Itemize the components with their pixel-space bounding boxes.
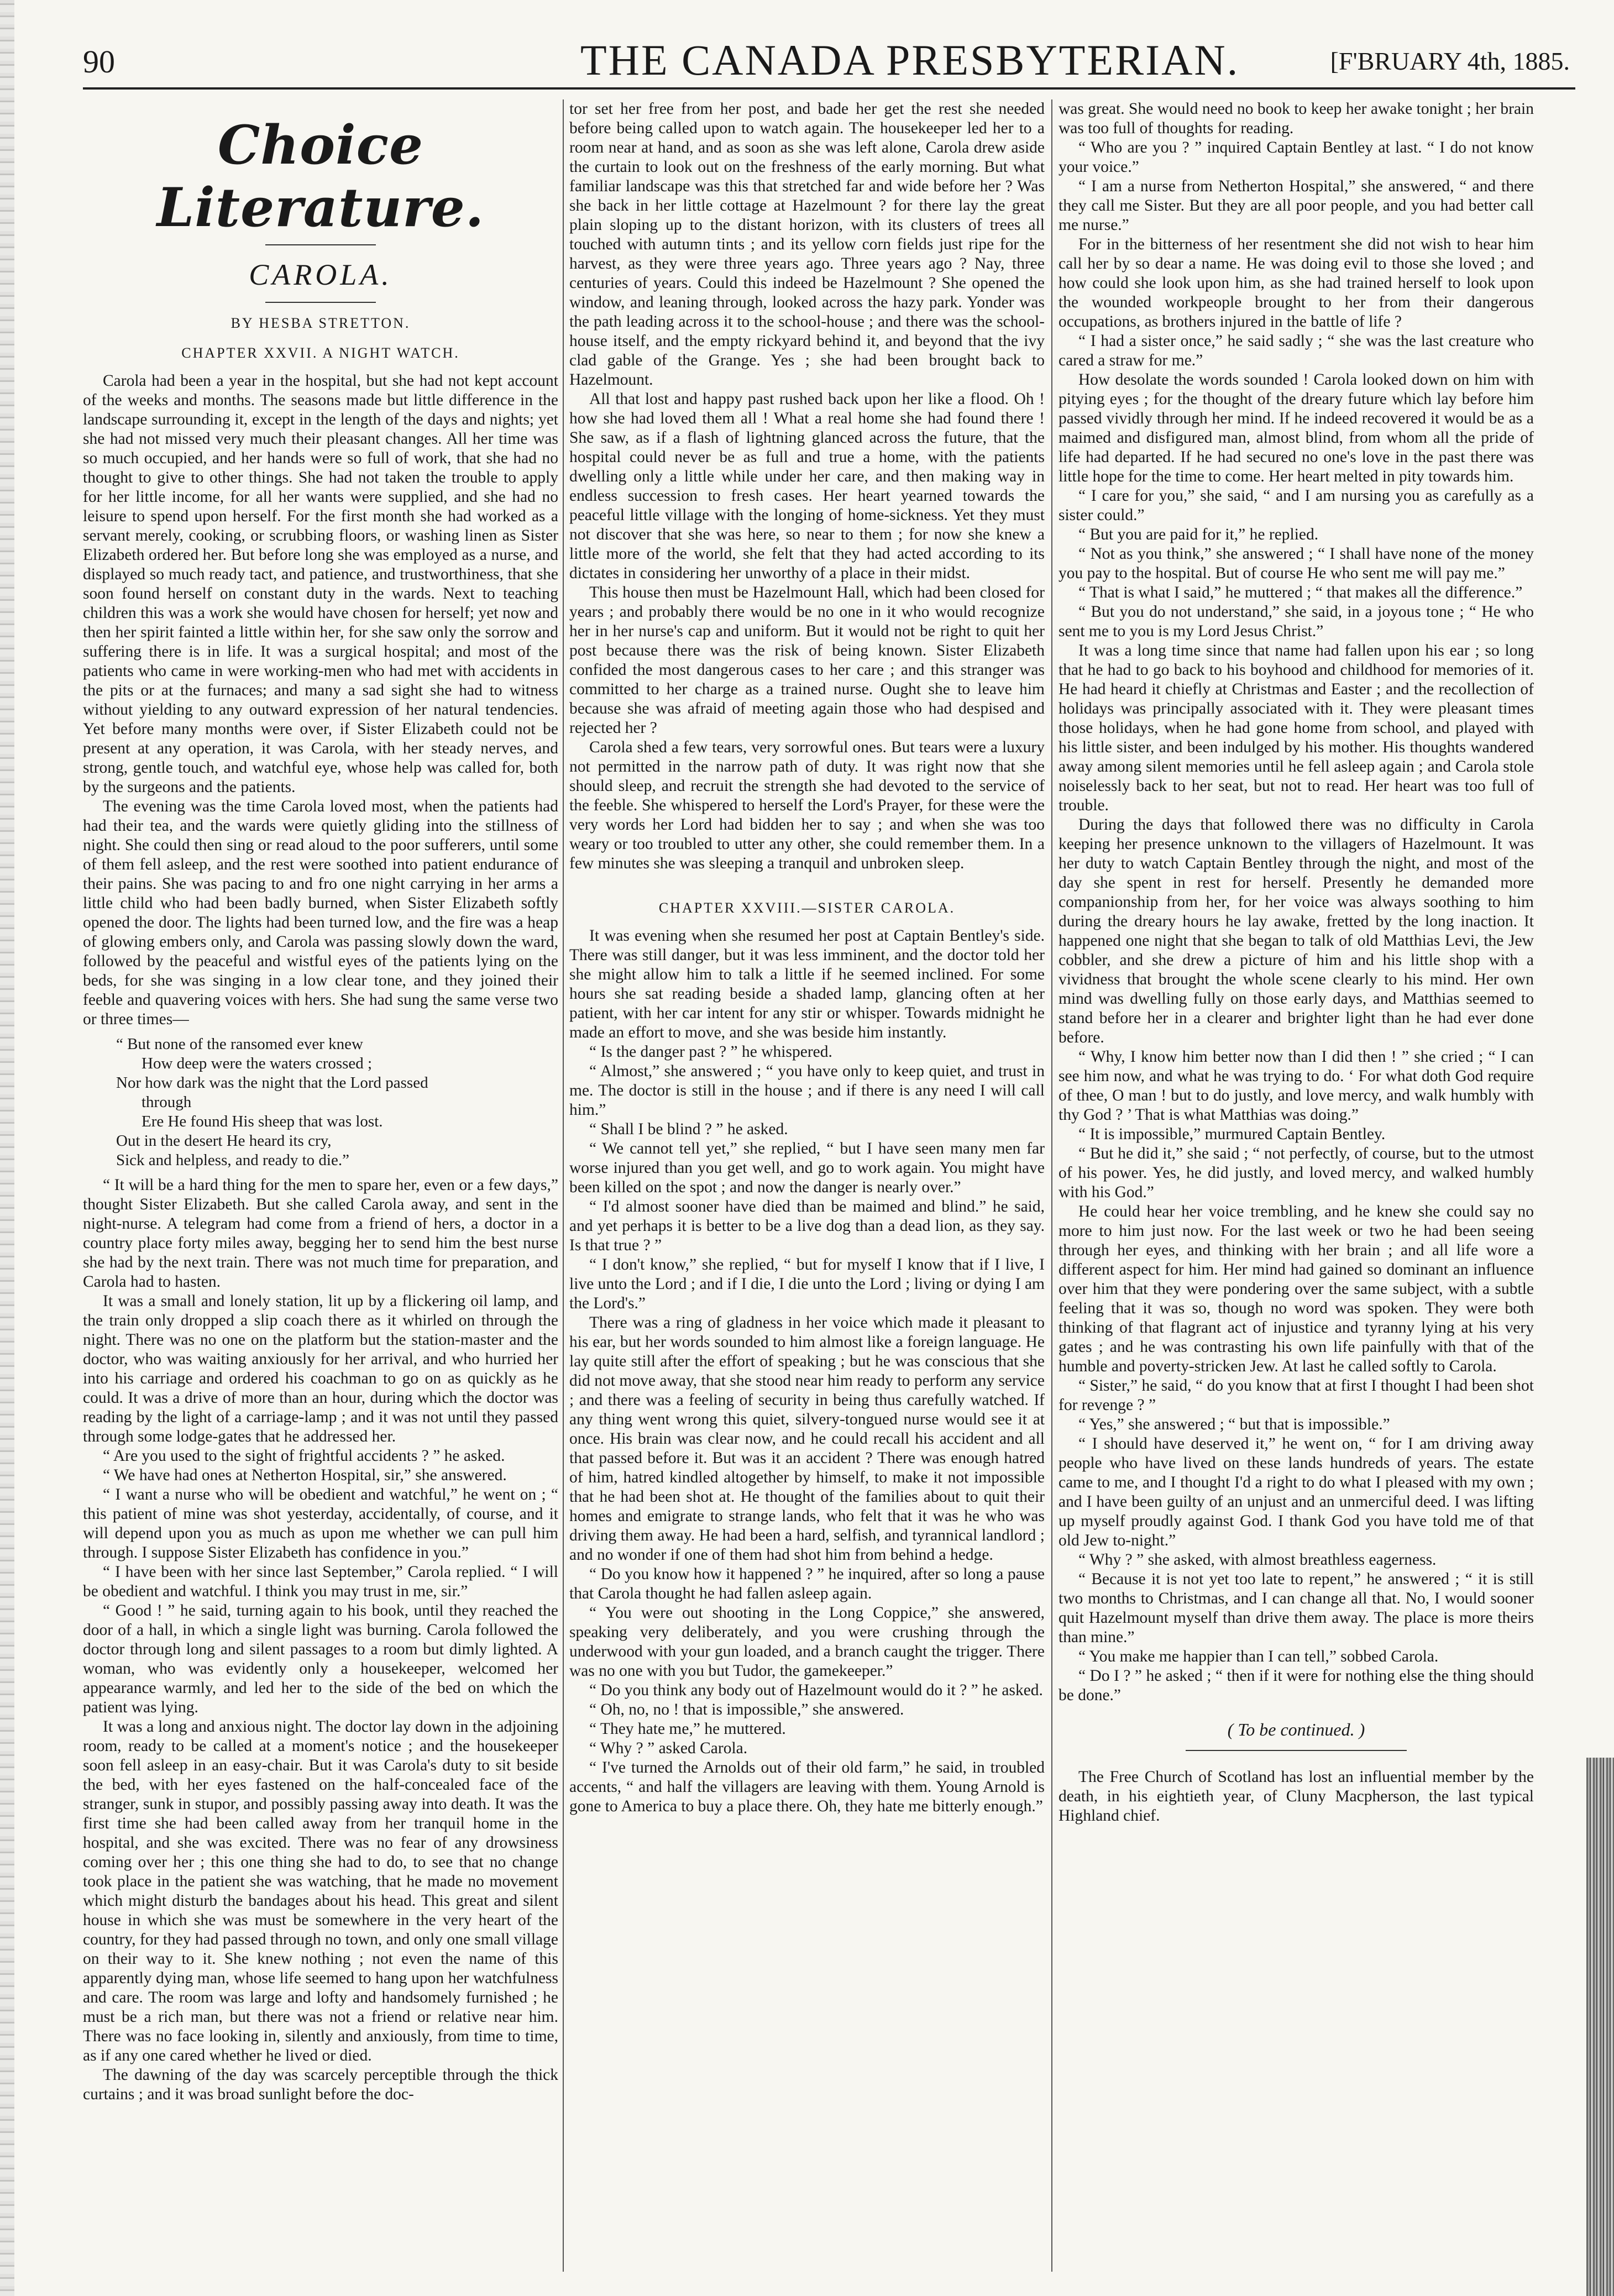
paragraph: This house then must be Hazelmount Hall, which had been closed for years ; and probably there would be no one in it who would recognize her in her nurse's cap and uniform. But it would not be right to quit her post because there was the risk of being known. Sister Elizabeth confided the most dangerous cases to her care ; and this stranger was committed to her charge as a trained nurse. Ought she to leave him because she was afraid of meeting again those who had despised and rejected her ? <box>569 584 1045 737</box>
paragraph: “ I should have deserved it,” he went on, “ for I am driving away people who have lived on these lands hundreds of years. The estate came to me, and I thought I'd a right to do what I pleased with my own ; and I have been guilty of an unjust and an unmerciful deed. I was lifting up myself proudly against God. I thank God you have told me of that old Jew to-night.” <box>1058 1435 1534 1549</box>
paragraph: “ It is impossible,” murmured Captain Bentley. <box>1078 1125 1386 1143</box>
paragraph: “ We cannot tell yet,” she replied, “ but I have seen many men far worse injured than you get well, and go to work again. You might have been killed on the spot ; and now the danger is nearly over.” <box>569 1140 1045 1196</box>
paragraph: It was evening when she resumed her post at Captain Bentley's side. There was still danger, but it was less imminent, and the doctor told her she might allow him to talk a little if he seemed inclined. For some hours she sat reading beside a shaded lamp, glancing often at her patient, with her car intent for any stir or whisper. Towards midnight he made an effort to move, and she was beside him instantly. <box>569 927 1045 1041</box>
paragraph: “ I had a sister once,” he said sadly ; “ she was the last creature who cared a straw for me.” <box>1058 332 1534 369</box>
paragraph: The dawning of the day was scarcely perceptible through the thick curtains ; and it was broad sunlight before the doc- <box>83 2066 558 2103</box>
paragraph: For in the bitterness of her resentment she did not wish to hear him call her by so dear a name. He was doing evil to those she loved ; and how could she look upon him, as she had trained herself to look upon the wounded workpeople brought to her from their dangerous occupations, as brothers injured in the battle of life ? <box>1058 235 1534 331</box>
paragraph: All that lost and happy past rushed back upon her like a flood. Oh ! how she had loved them all ! What a real home she had found there ! She saw, as if a flash of lightning glanced across the future, that the hospital could never be as full and true a home, with the patients dwelling only a little while under her care, and then making way in endless succession to fresh cases. Her heart yearned towards the peaceful little village with the longing of home-sickness. Yet they must not discover that she was here, so near to them ; for now she knew a little more of the world, she felt that they had acted according to its dictates in considering her unworthy of a place in their midst. <box>569 390 1045 582</box>
verse-line: Nor how dark was the night that the Lord passed <box>116 1074 428 1092</box>
paragraph: “ You make me happier than I can tell,” sobbed Carola. <box>1078 1648 1439 1665</box>
paragraph: was great. She would need no book to keep her awake tonight ; her brain was too full of thoughts for reading. <box>1058 100 1534 137</box>
column-rule <box>563 99 564 2272</box>
paragraph: It was a long and anxious night. The doctor lay down in the adjoining room, ready to be called at a moment's notice ; and the housekeeper soon fell asleep in an easy-chair. But it was Carola's duty to sit beside the bed, with her eyes fastened on the half-concealed face of the stranger, sunk in stupor, and possibly passing away into death. It was the first time she had been called away from her tranquil home in the hospital, and she was excited. There was no fear of any drowsiness coming over her ; this one thing she had to do, to see that no change took place in the patient she was watching, that he made no movement which might disturb the bandages about his head. This great and silent house in which she was must be somewhere in the very heart of the country, for they had passed through no town, and only one small village on their way to it. She knew nothing ; not even the name of this apparently dying man, whose life seemed to hang upon her watchfulness and care. The room was large and lofty and handsomely furnished ; he must be a rich man, but there was not a friend or relative near him. There was no face looking in, silently and anxiously, from time to time, as if any one cared whether he lived or died. <box>83 1718 558 2064</box>
paragraph: “ Yes,” she answered ; “ but that is impossible.” <box>1078 1416 1390 1433</box>
divider <box>265 244 376 245</box>
divider <box>1186 1750 1407 1751</box>
paragraph: During the days that followed there was no difficulty in Carola keeping her presence unknown to the villagers of Hazelmount. It was her duty to watch Captain Bentley through the night, and most of the day she spent in rest for herself. Presently he demanded more companionship from her, for her voice was always soothing to him during the dreary hours he lay awake, fretted by the long inaction. It happened one night that she began to talk of old Matthias Levi, the Jew cobbler, and she drew a picture of him and his little shop with a vividness that brought the whole scene clearly to his mind. Her own mind was dwelling fully on those early days, and Matthias seemed to stand before her in a clearer and brighter light than he had ever done before. <box>1058 816 1534 1046</box>
hymn-verse <box>116 1035 558 1170</box>
masthead <box>83 32 1586 87</box>
paragraph: “ But you do not understand,” she said, in a joyous tone ; “ He who sent me to you is my Lord Jesus Christ.” <box>1058 603 1534 640</box>
paragraph: “ I'd almost sooner have died than be maimed and blind.” he said, and yet perhaps it is better to be a live dog than a dead lion, as they say. Is that true ? ” <box>569 1198 1045 1254</box>
chapter-heading: CHAPTER XXVIII.—SISTER CAROLA. <box>658 900 956 916</box>
paragraph: “ They hate me,” he muttered. <box>589 1720 786 1738</box>
paragraph: “ It will be a hard thing for the men to spare her, even or a few days,” thought Sister Elizabeth. But she called Carola away, and sent in the night-nurse. A telegram had come from a friend of hers, a doctor in a country place forty miles away, begging her to send him the best nurse she had by the next train. There was not much time for preparation, and Carola had to hasten. <box>83 1176 558 1291</box>
paragraph: “ I am a nurse from Netherton Hospital,” she answered, “ and there they call me Sister. But they are all poor people, and you had better call me nurse.” <box>1058 177 1534 234</box>
page-number: 90 <box>83 44 115 80</box>
paragraph: “ Sister,” he said, “ do you know that at first I thought I had been shot for revenge ? ” <box>1058 1377 1534 1414</box>
column-rule <box>1051 99 1052 2272</box>
paragraph: “ Because it is not yet too late to repent,” he answered ; “ it is still two months to Christmas, and I can change all that. No, I would sooner quit Hazelmount myself than drive them away. The place is more theirs than mine.” <box>1058 1570 1534 1646</box>
verse-line: How deep were the waters crossed ; <box>142 1055 373 1072</box>
paragraph: “ I care for you,” she said, “ and I am nursing you as carefully as a sister could.” <box>1058 487 1534 524</box>
story-title: CAROLA. <box>249 258 392 291</box>
paragraph: It was a small and lonely station, lit up by a flickering oil lamp, and the train only dropped a slip coach there as it whirled on through the night. There was no one on the platform but the station-master and the doctor, who was waiting anxiously for her arrival, and who hurried her into his carriage and ordered his coachman to go on as quickly as he could. It was a drive of more than an hour, during which the doctor was reading by the light of a carriage-lamp ; and it was not until they passed through some lodge-gates that he addressed her. <box>83 1292 558 1445</box>
column-3 <box>1058 99 1534 2283</box>
paragraph: “ Not as you think,” she answered ; “ I shall have none of the money you pay to the hospital. But of course He who sent me will pay me.” <box>1058 545 1534 582</box>
scan-edge-left <box>0 0 14 2296</box>
scan-edge-right <box>1586 1758 1614 2296</box>
verse-line: “ But none of the ransomed ever knew <box>116 1035 363 1053</box>
to-be-continued: ( To be continued. ) <box>1227 1720 1365 1739</box>
paragraph: “ That is what I said,” he muttered ; “ that makes all the difference.” <box>1078 584 1523 601</box>
paragraph: Carola had been a year in the hospital, but she had not kept account of the weeks and months. The seasons made but little difference in the landscape surrounding it, except in the length of the days and nights; yet she had not missed very much their pleasant changes. All her time was so much occupied, and her hands were so full of work, that she had no thought to give to other things. She had not taken the trouble to apply for her little income, for all her wants were supplied, and she had no leisure to spend upon herself. For the first month she had worked as a servant merely, cooking, or scrubbing floors, or washing linen as Sister Elizabeth ordered her. But before long she was employed as a nurse, and displayed so much ready tact, and patience, and trustworthiness, that she soon found herself on constant duty in the wards. Next to teaching children this was a work she would have chosen for herself; yet now and then her spirit fainted a little within her, for she saw only the sorrow and suffering there is in life. It was a surgical hospital; and most of the patients who came in were working-men who had met with accidents in the pits or at the furnaces; and many a sad sight she had to witness without yielding to any outward expression of her natural tendencies. Yet before many months were over, if Sister Elizabeth could not be present at any operation, it was Carola, with her steady nerves, and strong, gentle touch, and watchful eye, whose help was called for, both by the surgeons and the patients. <box>83 372 558 796</box>
paragraph: It was a long time since that name had fallen upon his ear ; so long that he had to go back to his boyhood and childhood for memories of it. He had heard it chiefly at Christmas and Easter ; and the recollection of holidays was principally associated with it. They were pleasant times those holidays, when he had gone home from school, and played with his little sister, and been indulged by his mother. His thoughts wandered away among silent memories until he fell asleep again ; and Carola stole noiselessly back to her seat, but not to read. Her heart was too full of trouble. <box>1058 642 1534 814</box>
verse-line: Out in the desert He heard its cry, <box>116 1132 332 1150</box>
header-rule <box>83 87 1575 90</box>
paragraph: “ Shall I be blind ? ” he asked. <box>589 1120 788 1138</box>
paragraph: There was a ring of gladness in her voice which made it pleasant to his ear, but her words sounded to him almost like a foreign language. He lay quite still after the effort of speaking ; but he was conscious that she did not move away, that she stood near him ready to perform any service ; and there was a feeling of security in being thus carefully watched. If any thing went wrong this quiet, silvery-tongued nurse would see it at once. His brain was clear now, and he could recall his accident and all that passed before it. But was it an accident ? There was enough hatred of him, hatred kindled altogether by himself, to make it not impossible that he had been shot at. He thought of the families about to quit their homes and emigrate to strange lands, who felt that it was he who was driving them away. He had been a hard, selfish, and tyrannical landlord ; and no wonder if one of them had shot him from behind a hedge. <box>569 1314 1045 1564</box>
paragraph: The evening was the time Carola loved most, when the patients had had their tea, and the wards were quietly gliding into the stillness of night. She could then sing or read aloud to the poor sufferers, until some of them fell asleep, and the rest were soothed into patient endurance of their pains. She was pacing to and fro one night carrying in her arms a little child who had been badly burned, when Sister Elizabeth softly opened the door. The lights had been turned low, and the fire was a heap of glowing embers only, and Carola was passing slowly down the ward, followed by the peaceful and wistful eyes of the patients lying on the beds, for she was singing in a low clear tone, and they joined their feeble and quavering voices with hers. She had sung the same verse two or three times— <box>83 798 558 1028</box>
paragraph: “ Do you think any body out of Hazelmount would do it ? ” he asked. <box>589 1681 1043 1699</box>
divider <box>265 302 376 303</box>
paragraph: tor set her free from her post, and bade her get the rest she needed before being called upon to watch again. The housekeeper led her to a room near at hand, and as soon as she was left alone, Carola drew aside the curtain to look out on the freshness of the early morning. But what familiar landscape was this that stretched far and wide before her ? Was she back in her little cottage at Hazelmount ? for there lay the great plain sloping up to the distant horizon, with its clusters of trees all touched with autumn tints ; and its yellow corn fields just ripe for the harvest, as they were three years ago. Three years ago ? Nay, three centuries of years. Could this indeed be Hazelmount ? She opened the window, and leaning through, looked across the hazy park. Yonder was the path leading across it to the school-house ; and there was the school-house itself, and the empty rickyard behind it, and beyond that the ivy clad gable of the Grange. Yes ; she had been brought back to Hazelmount. <box>569 100 1045 389</box>
verse-line: Sick and helpless, and ready to die.” <box>116 1151 349 1169</box>
verse-line: Ere He found His sheep that was lost. <box>142 1113 383 1130</box>
paragraph: “ I don't know,” she replied, “ but for myself I know that if I live, I live unto the Lord ; and if I die, I die unto the Lord ; living or dying I am the Lord's.” <box>569 1256 1045 1312</box>
paragraph: “ Why ? ” she asked, with almost breathless eagerness. <box>1078 1551 1437 1569</box>
column-2 <box>569 99 1045 2283</box>
byline: BY HESBA STRETTON. <box>230 315 411 331</box>
verse-line: through <box>142 1093 192 1111</box>
paragraph: “ I've turned the Arnolds out of their old farm,” he said, in troubled accents, “ and half the villagers are leaving with them. Young Arnold is gone to America to buy a place there. Oh, they hate me bitterly enough.” <box>569 1759 1045 1815</box>
paragraph: “ Who are you ? ” inquired Captain Bentley at last. “ I do not know your voice.” <box>1058 139 1534 176</box>
paragraph: “ You were out shooting in the Long Coppice,” she answered, speaking very deliberately, and you were crushing through the underwood with your gun loaded, and a branch caught the trigger. There was no one with you but Tudor, the gamekeeper.” <box>569 1604 1045 1680</box>
column-1 <box>83 99 558 2283</box>
paragraph: “ I want a nurse who will be obedient and watchful,” he went on ; “ this patient of mine was shot yesterday, accidentally, of course, and it will depend upon you as much as upon me whether we can pull him through. I suppose Sister Elizabeth has confidence in you.” <box>83 1486 558 1561</box>
paragraph: “ Do I ? ” he asked ; “ then if it were for nothing else the thing should be done.” <box>1058 1667 1534 1704</box>
paragraph: “ Why ? ” asked Carola. <box>589 1739 748 1757</box>
news-notice: The Free Church of Scotland has lost an influential member by the death, in his eightieth year, of Cluny Macpherson, the last typical Highland chief. <box>1058 1768 1534 1825</box>
paragraph: How desolate the words sounded ! Carola looked down on him with pitying eyes ; for the thought of the dreary future which lay before him passed vividly through her mind. If he indeed recovered it would be as a maimed and disfigured man, almost blind, from whom all the pride of life had departed. If he had secured no one's love in the past there was little hope for the time to come. Her heart melted in pity towards him. <box>1058 371 1534 485</box>
paragraph: “ Why, I know him better now than I did then ! ” she cried ; “ I can see him now, and what he was trying to do. ‘ For what doth God require of thee, O man ! but to do justly, and love mercy, and walk humbly with thy God ? ’ That is what Matthias was doing.” <box>1058 1048 1534 1124</box>
chapter-heading: CHAPTER XXVII. A NIGHT WATCH. <box>181 345 460 361</box>
paragraph: He could hear her voice trembling, and he knew she could say no more to him just now. For the last week or two he had been seeing through her eyes, and thinking with her brain ; and all life wore a different aspect for him. Her mind had gained so dominant an influence over him that they were pondering over the same subject, with a subtle feeling that it was so, though no word was spoken. They were both thinking of that flagrant act of injustice and tyranny lying at his very gates ; and he was contrasting his own life painfully with that of the humble and poverty-stricken Jew. At last he called softly to Carola. <box>1058 1203 1534 1375</box>
paragraph: “ But he did it,” she said ; “ not perfectly, of course, but to the utmost of his power. Yes, he did justly, and loved mercy, and walked humbly with his God.” <box>1058 1145 1534 1201</box>
section-title: Choice Literature. <box>156 114 485 239</box>
paragraph: “ Good ! ” he said, turning again to his book, until they reached the door of a hall, in which a single light was burning. Carola followed the doctor through long and silent passages to a room but dimly lighted. A woman, who was evidently only a housekeeper, welcomed her appearance warmly, and led her to the side of the bed on which the patient was lying. <box>83 1602 558 1716</box>
paper-title: THE CANADA PRESBYTERIAN. <box>580 36 1240 84</box>
paragraph: “ We have had ones at Netherton Hospital, sir,” she answered. <box>103 1466 507 1484</box>
paragraph: “ Oh, no, no ! that is impossible,” she answered. <box>589 1701 904 1718</box>
paragraph: “ Almost,” she answered ; “ you have only to keep quiet, and trust in me. The doctor is still in the house ; and if there is any need I will call him.” <box>569 1062 1045 1119</box>
paragraph: “ Do you know how it happened ? ” he inquired, after so long a pause that Carola thought he had fallen asleep again. <box>569 1565 1045 1602</box>
paragraph: “ Are you used to the sight of frightful accidents ? ” he asked. <box>103 1447 505 1465</box>
paragraph: “ Is the danger past ? ” he whispered. <box>589 1043 832 1061</box>
issue-date: [F'BRUARY 4th, 1885. <box>1330 47 1570 75</box>
paragraph: “ But you are paid for it,” he replied. <box>1078 526 1319 543</box>
paragraph: Carola shed a few tears, very sorrowful ones. But tears were a luxury not permitted in the narrow path of duty. It was right now that she should sleep, and recruit the strength she had devoted to the service of the feeble. She whispered to herself the Lord's Prayer, for these were the very words her Lord had bidden her to say ; and when she was too weary or too troubled to utter any other, she could remember them. In a few minutes she was sleeping a tranquil and unbroken sleep. <box>569 738 1045 872</box>
paragraph: “ I have been with her since last September,” Carola replied. “ I will be obedient and watchful. I think you may trust in me, sir.” <box>83 1563 558 1600</box>
